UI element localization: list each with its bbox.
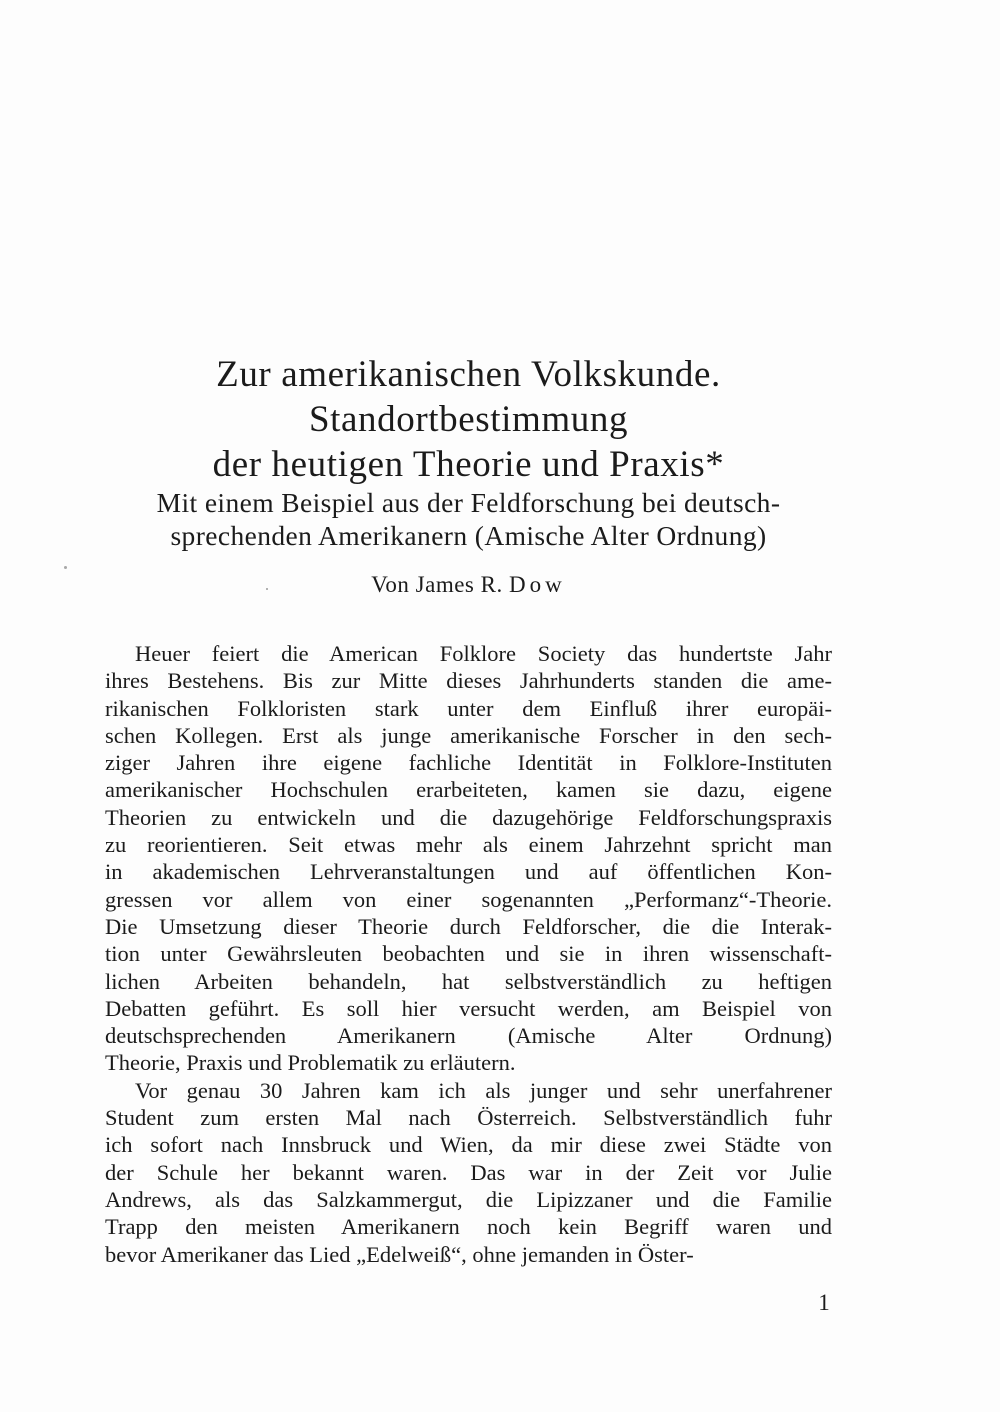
text-line: Andrews, als das Salzkammergut, die Lipizzaner und die Familie	[105, 1186, 832, 1212]
author-name: Dow	[508, 572, 566, 597]
text-line: Trapp den meisten Amerikanern noch kein Begriff waren und	[105, 1214, 832, 1240]
text-line: ihres Bestehens. Bis zur Mitte dieses Jahrhunderts standen die ame-	[105, 668, 832, 694]
paragraph	[105, 1077, 832, 1268]
text-line: gressen vor allem von einer sogenannten „Performanz“-Theorie.	[105, 886, 832, 912]
paragraph	[105, 640, 832, 1077]
subtitle-line: sprechenden Amerikanern (Amische Alter Ordnung)	[170, 520, 767, 551]
text-line: rikanischen Folkloristen stark unter dem Einfluß ihrer europäi-	[105, 695, 832, 721]
text-line: tion unter Gewährsleuten beobachten und sie in ihren wissenschaft-	[105, 941, 832, 967]
title-line: Standortbestimmung	[308, 399, 629, 440]
byline-prefix: Von James R.	[371, 572, 503, 597]
text-line: Theorien zu entwickeln und die dazugehörige Feldforschungspraxis	[105, 804, 832, 830]
title-line: Zur amerikanischen Volkskunde.	[216, 354, 721, 395]
author-byline	[105, 572, 832, 598]
text-column	[105, 0, 832, 1412]
text-line: Die Umsetzung dieser Theorie durch Feldforscher, die die Interak-	[105, 913, 832, 939]
text-line: Student zum ersten Mal nach Österreich. Selbstverständlich fuhr	[105, 1105, 832, 1131]
title-line: der heutigen Theorie und Praxis*	[212, 444, 725, 485]
text-line: in akademischen Lehrveranstaltungen und auf öffentlichen Kon-	[105, 859, 832, 885]
text-line: lichen Arbeiten behandeln, hat selbstverständlich zu heftigen	[105, 968, 832, 994]
text-line: Heuer feiert die American Folklore Society das hundertste Jahr	[135, 641, 832, 666]
text-line: bevor Amerikaner das Lied „Edelweiß“, ohne jemanden in Öster-	[105, 1241, 694, 1267]
text-line: schen Kollegen. Erst als junge amerikanische Forscher in den sech-	[105, 722, 832, 748]
text-line: Theorie, Praxis und Problematik zu erläutern.	[105, 1050, 516, 1076]
text-line: ich sofort nach Innsbruck und Wien, da mir diese zwei Städte von	[105, 1132, 832, 1158]
page-number: 1	[818, 1290, 830, 1315]
text-line: ziger Jahren ihre eigene fachliche Identität in Folklore-Instituten	[105, 750, 832, 776]
scan-speck	[266, 588, 268, 590]
article-subtitle	[95, 486, 842, 552]
text-line: amerikanischer Hochschulen erarbeiteten, kamen sie dazu, eigene	[105, 777, 832, 803]
text-line: zu reorientieren. Seit etwas mehr als einem Jahrzehnt spricht man	[105, 832, 832, 858]
article-title	[105, 352, 832, 487]
text-line: Debatten geführt. Es soll hier versucht werden, am Beispiel von	[105, 995, 832, 1021]
scan-speck	[64, 566, 67, 569]
text-line: der Schule her bekannt waren. Das war in der Zeit vor Julie	[105, 1159, 832, 1185]
body-text	[105, 640, 832, 1268]
subtitle-line: Mit einem Beispiel aus der Feldforschung bei deutsch-	[156, 487, 781, 518]
text-line: Vor genau 30 Jahren kam ich als junger und sehr unerfahrener	[135, 1077, 832, 1103]
text-line: deutschsprechenden Amerikanern (Amische Alter Ordnung)	[105, 1023, 832, 1049]
